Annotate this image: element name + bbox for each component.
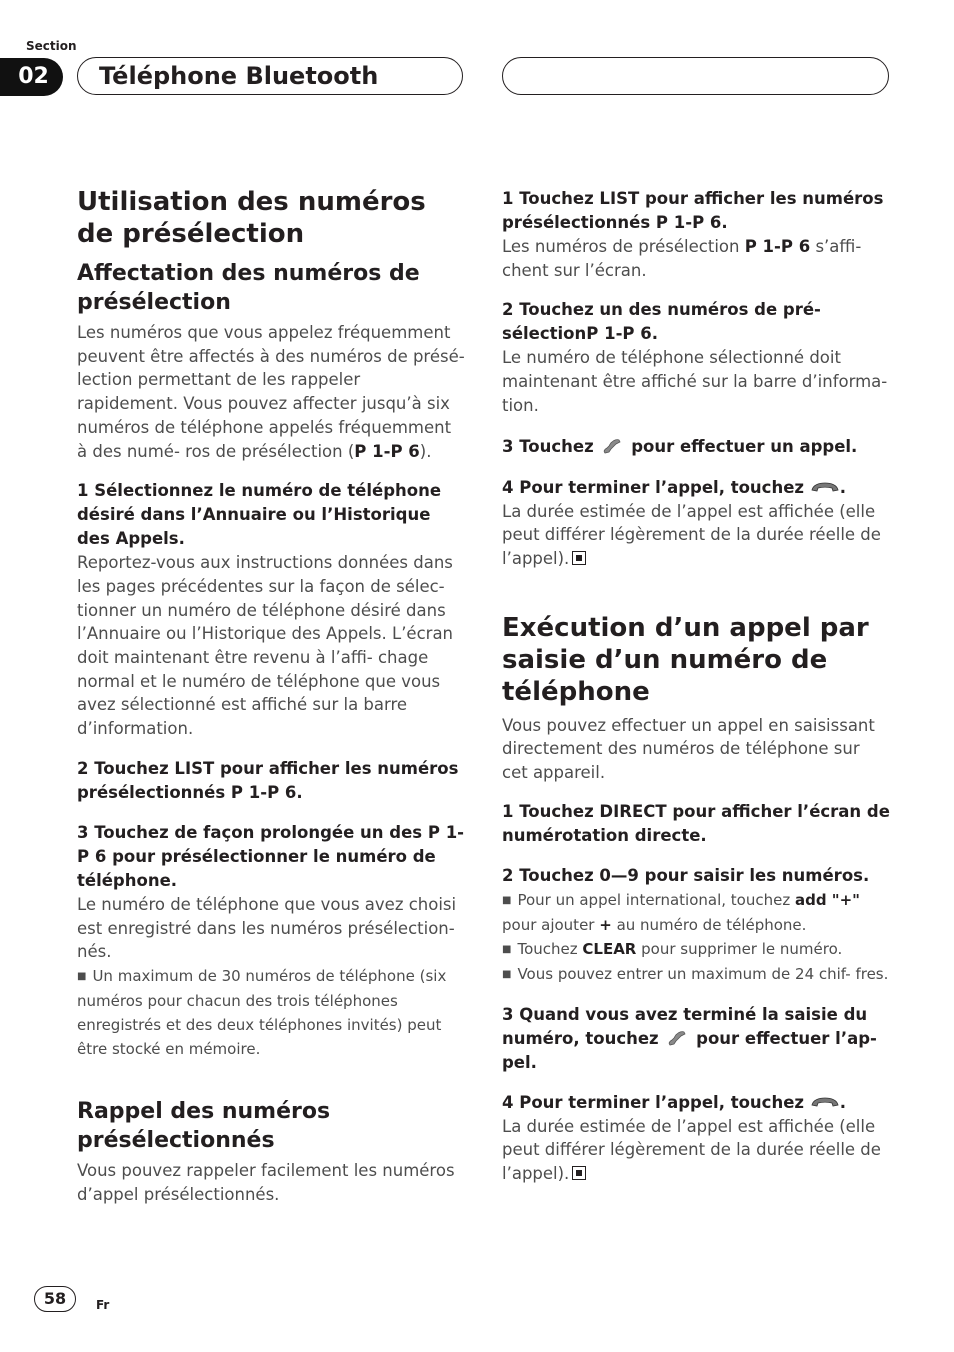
bullet-icon: ■ [502, 894, 512, 906]
step-2-title: 2 Touchez LIST pour afficher les numéros présélectionnés P 1-P 6. [77, 758, 459, 802]
step-1-title: 1 Sélectionnez le numéro de téléphone désiré dans l’Annuaire ou l’Historique des Appels. [77, 481, 442, 549]
step-3-note: ■ Un maximum de 30 numéros de téléphone (six numéros pour chacun des trois téléphones enregistrés et des deux téléphones invités) peut être stocké en mémoire. [77, 966, 447, 1058]
language-label: Fr [96, 1298, 110, 1312]
e-note-2: ■ Touchez CLEAR pour supprimer le numéro. [502, 939, 843, 958]
r-step-1-body: Les numéros de présélection P 1-P 6 s’affi- chent sur l’écran. [502, 237, 862, 280]
heading-execution: Exécution d’un appel par saisie d’un numéro de téléphone [502, 612, 869, 707]
header-empty-box [502, 57, 889, 95]
r-step-4-title: 4 Pour terminer l’appel, touchez . [502, 477, 847, 497]
heading-affectation: Affectation des numéros de présélection [77, 261, 420, 315]
section-label: Section [26, 39, 77, 53]
page-number: 58 [34, 1286, 76, 1312]
step-1-body: Reportez-vous aux instructions données dans les pages précédentes sur la façon de sélec- tionner un numéro de téléphone désiré dans l’Annuaire ou l’Historique des Appels. L’écran doit maintenant être revenu à l’affi- chage normal et le numéro de téléphone que vous avez sélectionné est affiché sur la barre d’information. [77, 553, 454, 739]
e-step-1-title: 1 Touchez DIRECT pour afficher l’écran de numérotation directe. [502, 801, 890, 845]
step-3-body: Le numéro de téléphone que vous avez choisi est enregistré dans les numéros présélection- nés. [77, 894, 457, 962]
e-step-2-title: 2 Touchez 0—9 pour saisir les numéros. [502, 865, 870, 885]
heading-utilisation: Utilisation des numéros de présélection [77, 187, 426, 249]
heading-rappel: Rappel des numéros présélectionnés [77, 1098, 331, 1153]
end-mark-icon [572, 551, 586, 565]
section-title: Téléphone Bluetooth [77, 57, 463, 95]
rappel-body: Vous pouvez rappeler facilement les numéros d’appel présélectionnés. [77, 1160, 455, 1204]
exec-intro: Vous pouvez effectuer un appel en saisissant directement des numéros de téléphone sur cet appareil. [502, 715, 875, 783]
e-step-4-body: La durée estimée de l’appel est affichée (elle peut différer légèrement de la durée réelle de l’appel). [502, 1116, 881, 1184]
e-step-3-title: 3 Quand vous avez terminé la saisie du numéro, touchez pour effectuer l’ap- pel. [502, 1004, 877, 1072]
phone-call-icon [599, 437, 625, 455]
r-step-4-body: La durée estimée de l’appel est affichée (elle peut différer légèrement de la durée réelle de l’appel). [502, 501, 881, 568]
intro-paragraph: Les numéros que vous appelez fréquemment peuvent être affectés à des numéros de présé- lection permettant de les rappeler rapidement. Vous pouvez affecter jusqu’à six numéros de téléphone appelés fréquemment à des numé- ros de présélection (P 1-P 6). [77, 323, 465, 461]
end-call-icon [810, 480, 840, 494]
right-column [502, 187, 890, 1186]
r-step-1-title: 1 Touchez LIST pour afficher les numéros présélectionnés P 1-P 6. [502, 189, 884, 232]
section-number-badge: 02 [0, 58, 63, 96]
left-column [77, 186, 465, 1206]
step-3-title: 3 Touchez de façon prolongée un des P 1-P 6 pour présélectionner le numéro de téléphone. [77, 822, 465, 890]
bullet-icon: ■ [502, 943, 512, 955]
r-step-2-title: 2 Touchez un des numéros de pré- sélectionP 1-P 6. [502, 300, 821, 344]
end-call-icon [810, 1095, 840, 1109]
bullet-icon: ■ [502, 968, 512, 980]
end-mark-icon [572, 1166, 586, 1180]
e-step-4-title: 4 Pour terminer l’appel, touchez . [502, 1092, 847, 1112]
r-step-2-body: Le numéro de téléphone sélectionné doit maintenant être affiché sur la barre d’informa- tion. [502, 348, 888, 415]
phone-call-icon [664, 1029, 690, 1047]
r-step-3-title: 3 Touchez pour effectuer un appel. [502, 436, 858, 456]
e-note-1: ■ Pour un appel international, touchez add "+" pour ajouter + au numéro de téléphone. [502, 890, 860, 934]
bullet-icon: ■ [77, 970, 87, 982]
e-note-3: ■ Vous pouvez entrer un maximum de 24 chif- fres. [502, 964, 889, 983]
